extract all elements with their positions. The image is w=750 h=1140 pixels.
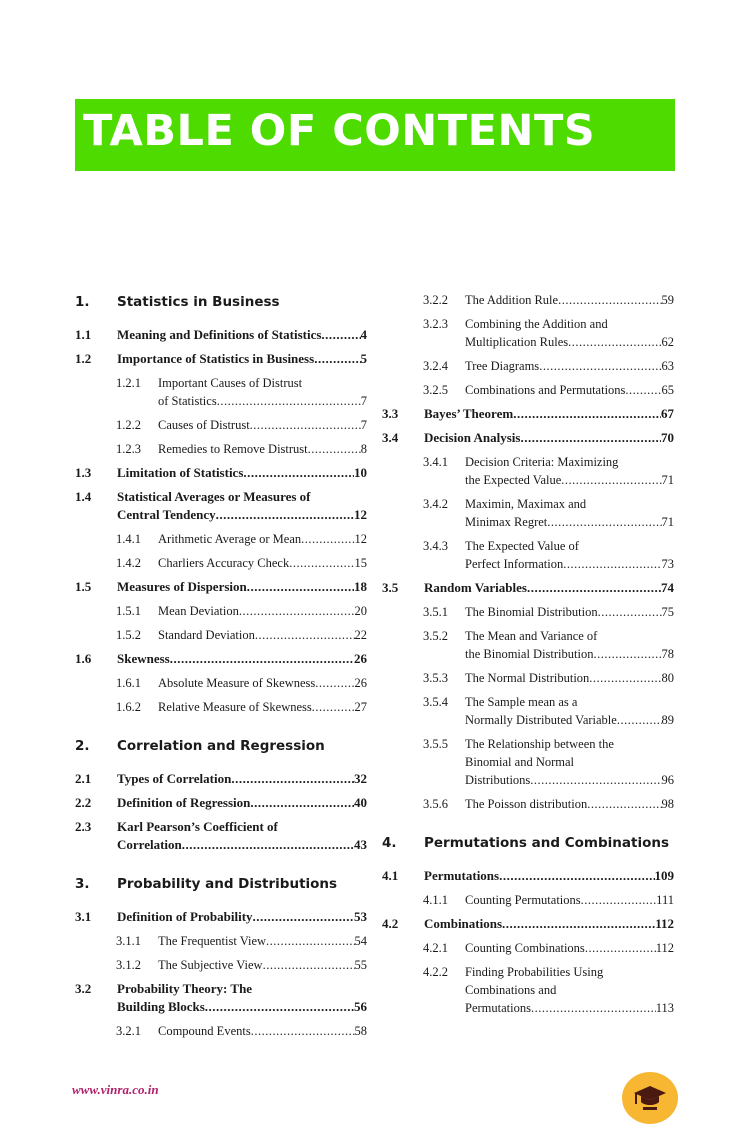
leader-dots [308,440,361,458]
toc-page-number: 112 [655,916,674,931]
toc-entry-title: of Statistics [158,394,217,408]
toc-entry-title: Meaning and Definitions of Statistics [117,327,322,342]
toc-page-number: 40 [354,795,367,810]
toc-entry-number: 3.5.4 [423,695,448,709]
toc-entry-number: 4.1 [382,868,399,883]
toc-page-number: 78 [661,647,674,661]
toc-page-number: 65 [661,383,674,397]
leader-dots [563,555,661,573]
toc-page-number: 12 [354,507,367,522]
toc-page-number: 75 [661,605,674,619]
toc-page-number: 8 [360,442,367,456]
leader-dots [239,602,355,620]
toc-entry-title: Combinations and Permutations [465,383,626,397]
toc-entry-title: Distributions [465,773,531,787]
toc-page-number: 54 [354,934,367,948]
leader-dots [263,956,355,974]
toc-page-number: 58 [354,1024,367,1038]
toc-page-number: 32 [354,771,367,786]
toc-entry-title: Compound Events [158,1024,251,1038]
toc-entry-number: 1.6.2 [116,700,141,714]
toc-entry-number: 1.4.2 [116,556,141,570]
toc-page-number: 27 [354,700,367,714]
leader-dots [314,350,360,368]
toc-entry-title: Tree Diagrams [465,359,540,373]
toc-page-number: 71 [661,515,674,529]
toc-entry-title: Standard Deviation [158,628,255,642]
toc-entry-title: Causes of Distrust [158,418,250,432]
toc-entry-number: 3.4 [382,430,399,445]
toc-entry-title: The Addition Rule [465,293,559,307]
toc-entry-number: 1.5 [75,579,92,594]
leader-dots [231,770,354,788]
toc-entry-title: Building Blocks [117,999,205,1014]
toc-page-number: 7 [360,394,367,408]
leader-dots [539,357,661,375]
toc-entry-title: Central Tendency [117,507,216,522]
footer-website-link[interactable]: www.vinra.co.in [72,1082,159,1097]
toc-page-number: 26 [354,676,367,690]
toc-entry-number: 3.1.2 [116,958,141,972]
toc-page-number: 22 [354,628,367,642]
toc-page-number: 62 [661,335,674,349]
leader-dots [253,908,354,926]
toc-entry-number: 3.5.3 [423,671,448,685]
toc-entry-title: Importance of Statistics in Business [117,351,315,366]
toc-page-number: 89 [661,713,674,727]
toc-page-number: 56 [354,999,367,1014]
toc-entry-title: the Binomial Distribution [465,647,594,661]
graduation-cap-icon [632,1082,668,1114]
leader-dots [502,915,655,933]
toc-entry-title: The Sample mean as a [465,695,578,709]
leader-dots [617,711,662,729]
toc-entry-title: Counting Combinations [465,941,585,955]
leader-dots [251,1022,355,1040]
toc-page-number: 74 [661,580,674,595]
leader-dots [301,530,354,548]
toc-entry-title: The Relationship between the [465,737,614,751]
leader-dots [205,998,354,1016]
toc-page-number: 71 [661,473,674,487]
toc-page-number: 43 [354,837,367,852]
toc-entry-number: 1.5.1 [116,604,141,618]
toc-entry-title: Correlation and Regression [117,738,325,754]
toc-page-number: 67 [661,406,674,421]
toc-page-number: 55 [354,958,367,972]
toc-entry-number: 2.1 [75,771,92,786]
toc-entry-title: Probability Theory: The [117,981,253,996]
toc-entry-title: Combinations [424,916,503,931]
toc-page-number: 73 [661,557,674,571]
toc-entry-title: The Subjective View [158,958,263,972]
toc-page-number: 112 [655,941,674,955]
leader-dots [530,771,661,789]
toc-entry-title: The Expected Value of [465,539,579,553]
toc-entry-number: 4.2.1 [423,941,448,955]
toc-entry-title: Decision Analysis [424,430,521,445]
toc-entry-number: 1.6.1 [116,676,141,690]
toc-entry-number: 3.4.1 [423,455,448,469]
toc-entry-title: Important Causes of Distrust [158,376,303,390]
leader-dots [561,471,661,489]
toc-entry-number: 2.3 [75,819,92,834]
toc-entry-number: 3.1 [75,909,92,924]
toc-page-number: 70 [661,430,674,445]
leader-dots [499,867,654,885]
leader-dots [547,513,661,531]
toc-entry-number: 1.4 [75,489,92,504]
toc-entry-number: 1.2.1 [116,376,141,390]
toc-page-number: 7 [360,418,367,432]
leader-dots [598,603,662,621]
toc-entry-title: Perfect Information [465,557,564,571]
toc-entry-title: Combinations and [465,983,557,997]
toc-entry-title: Correlation [117,837,182,852]
toc-entry-number: 2. [75,738,90,754]
toc-page-number: 10 [354,465,367,480]
toc-entry-number: 1. [75,294,90,310]
toc-entry-title: Counting Permutations [465,893,581,907]
toc-entry-number: 3.5.5 [423,737,448,751]
toc-page-number: 53 [354,909,367,924]
toc-entry-number: 1.2 [75,351,92,366]
toc-page-number: 63 [661,359,674,373]
leader-dots [321,326,360,344]
toc-page-number: 4 [360,327,367,342]
toc-page-number: 113 [655,1001,674,1015]
leader-dots [520,429,661,447]
toc-entry-number: 4.1.1 [423,893,448,907]
leader-dots [217,392,361,410]
toc-entry-title: Limitation of Statistics [117,465,244,480]
toc-entry-title: Definition of Regression [117,795,251,810]
toc-entry-title: Karl Pearson’s Coefficient of [117,819,278,834]
toc-page-number: 20 [354,604,367,618]
toc-entry-title: Definition of Probability [117,909,253,924]
toc-entry-number: 3.3 [382,406,399,421]
toc-entry-title: The Mean and Variance of [465,629,598,643]
leader-dots [513,405,661,423]
leader-dots [250,794,354,812]
toc-page-number: 26 [354,651,367,666]
toc-page-number: 111 [656,893,674,907]
toc-entry-title: The Frequentist View [158,934,267,948]
toc-entry-number: 1.3 [75,465,92,480]
leader-dots [581,891,657,909]
toc-entry-title: Mean Deviation [158,604,239,618]
leader-dots [593,645,661,663]
toc-entry-title: Combining the Addition and [465,317,608,331]
toc-page-number: 5 [360,351,367,366]
toc-entry-title: Permutations and Combinations [424,835,669,851]
leader-dots [315,674,354,692]
toc-entry-number: 3.2.2 [423,293,448,307]
toc-entry-title: Absolute Measure of Skewness [158,676,316,690]
toc-entry-title: Permutations [465,1001,531,1015]
toc-entry-number: 3.4.3 [423,539,448,553]
toc-page-number: 59 [661,293,674,307]
toc-page-number: 109 [654,868,674,883]
toc-entry-title: The Poisson distribution [465,797,588,811]
toc-entry-number: 3.2.5 [423,383,448,397]
toc-entry-title: The Binomial Distribution [465,605,598,619]
leader-dots [247,578,354,596]
toc-entry-title: Finding Probabilities Using [465,965,604,979]
toc-entry-number: 4.2 [382,916,399,931]
leader-dots [589,669,661,687]
toc-entry-number: 3.5.2 [423,629,448,643]
toc-entry-title: Skewness [117,651,170,666]
leader-dots [587,795,661,813]
toc-entry-number: 3.1.1 [116,934,141,948]
toc-page-number: 15 [354,556,367,570]
toc-entry-number: 3.5.6 [423,797,448,811]
toc-entry-title: Statistical Averages or Measures of [117,489,311,504]
toc-entry-title: Measures of Dispersion [117,579,247,594]
toc-entry-title: The Normal Distribution [465,671,590,685]
toc-entry-title: Bayes’ Theorem [424,406,514,421]
toc-page-number: 18 [354,579,367,594]
toc-page-number: 96 [661,773,674,787]
toc-entry-number: 1.6 [75,651,92,666]
toc-entry-number: 1.5.2 [116,628,141,642]
toc-entry-title: Statistics in Business [117,294,280,310]
leader-dots [216,506,354,524]
leader-dots [255,626,355,644]
toc-entry-title: Remedies to Remove Distrust [158,442,308,456]
title-banner [75,99,675,171]
toc-page-number: 80 [661,671,674,685]
leader-dots [527,579,661,597]
toc-entry-number: 3.2.1 [116,1024,141,1038]
toc-entry-title: Random Variables [424,580,527,595]
toc-entry-title: Normally Distributed Variable [465,713,617,727]
leader-dots [289,554,354,572]
toc-entry-title: Multiplication Rules [465,335,569,349]
toc-page-number: 12 [354,532,367,546]
toc-entry-number: 3.2.3 [423,317,448,331]
leader-dots [250,416,361,434]
logo-badge [622,1072,678,1124]
toc-entry-number: 1.1 [75,327,92,342]
toc-entry-title: Decision Criteria: Maximizing [465,455,619,469]
toc-page-number: 98 [661,797,674,811]
toc-entry-title: Charliers Accuracy Check [158,556,290,570]
leader-dots [585,939,656,957]
leader-dots [182,836,354,854]
page-title: TABLE OF CONTENTS [83,106,596,156]
toc-entry-number: 3.4.2 [423,497,448,511]
toc-entry-number: 1.2.2 [116,418,141,432]
toc-entry-title: Binomial and Normal [465,755,575,769]
toc-entry-number: 3.2.4 [423,359,448,373]
toc-entry-number: 3.5 [382,580,399,595]
toc-entry-number: 3. [75,876,90,892]
toc-entry-title: Minimax Regret [465,515,548,529]
toc-entry-number: 1.2.3 [116,442,141,456]
leader-dots [266,932,354,950]
toc-entry-title: Maximin, Maximax and [465,497,587,511]
leader-dots [558,291,661,309]
toc-entry-number: 3.2 [75,981,92,996]
toc-entry-title: Probability and Distributions [117,876,338,892]
leader-dots [170,650,354,668]
toc-entry-title: Arithmetic Average or Mean [158,532,302,546]
toc-entry-title: the Expected Value [465,473,562,487]
leader-dots [625,381,661,399]
leader-dots [531,999,656,1017]
leader-dots [568,333,661,351]
toc-entry-number: 3.5.1 [423,605,448,619]
leader-dots [243,464,354,482]
toc-entry-title: Permutations [424,868,500,883]
toc-entry-number: 4. [382,835,397,851]
toc-entry-title: Types of Correlation [117,771,232,786]
toc-entry-title: Relative Measure of Skewness [158,700,312,714]
toc-entry-number: 4.2.2 [423,965,448,979]
toc-entry-number: 1.4.1 [116,532,141,546]
leader-dots [312,698,355,716]
toc-entry-number: 2.2 [75,795,92,810]
